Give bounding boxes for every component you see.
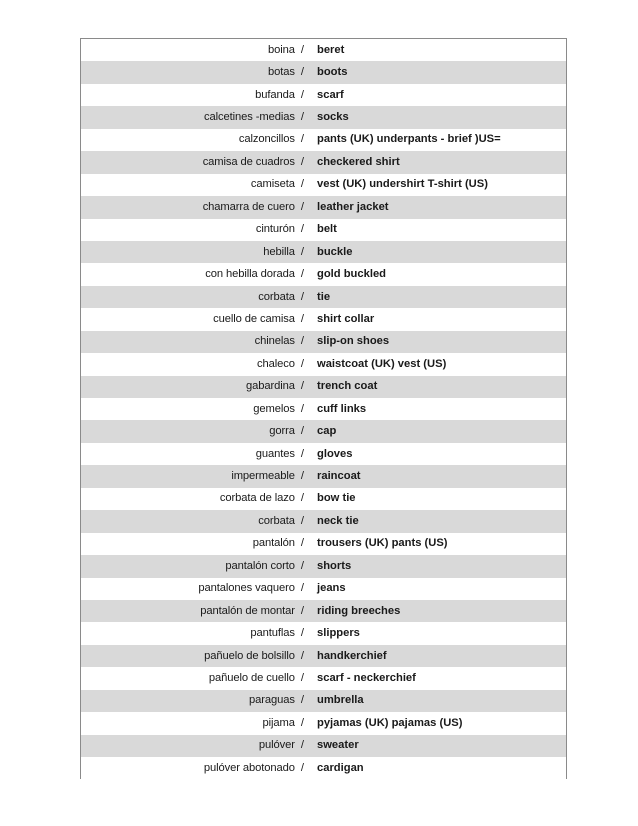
english-term: gloves <box>317 447 353 460</box>
english-cell <box>310 420 567 442</box>
english-term: vest (UK) undershirt T-shirt (US) <box>317 178 488 191</box>
spanish-term: pañuelo de bolsillo <box>204 649 295 662</box>
spanish-term: pañuelo de cuello <box>208 671 295 684</box>
spanish-term: pulóver <box>258 739 295 752</box>
spanish-term: pulóver abotonado <box>203 761 295 774</box>
term-separator: / <box>300 357 304 370</box>
vocab-row <box>81 174 567 196</box>
vocab-row <box>81 735 567 757</box>
english-term: cardigan <box>317 761 364 774</box>
english-cell <box>310 61 567 83</box>
vocab-row <box>81 39 567 62</box>
spanish-term: chaleco <box>257 357 295 370</box>
vocab-row <box>81 241 567 263</box>
english-cell <box>310 106 567 128</box>
spanish-cell <box>81 106 311 128</box>
english-cell <box>310 331 567 353</box>
english-cell <box>310 353 567 375</box>
english-cell <box>310 735 567 757</box>
term-separator: / <box>300 649 304 662</box>
term-separator: / <box>300 582 304 595</box>
english-cell <box>310 39 567 62</box>
spanish-term: paraguas <box>249 694 295 707</box>
spanish-term: guantes <box>255 447 295 460</box>
english-term: waistcoat (UK) vest (US) <box>317 357 447 370</box>
spanish-term: cuello de camisa <box>213 312 295 325</box>
term-separator: / <box>300 88 304 101</box>
vocab-row <box>81 219 567 241</box>
spanish-cell <box>81 690 311 712</box>
vocab-row <box>81 555 567 577</box>
term-separator: / <box>300 694 304 707</box>
spanish-term: hebilla <box>263 245 295 258</box>
spanish-cell <box>81 622 311 644</box>
vocab-row <box>81 757 567 779</box>
vocab-row <box>81 331 567 353</box>
english-cell <box>310 84 567 106</box>
term-separator: / <box>300 335 304 348</box>
english-term: pyjamas (UK) pajamas (US) <box>317 716 463 729</box>
english-term: cap <box>317 425 337 438</box>
english-cell <box>310 667 567 689</box>
vocab-row <box>81 712 567 734</box>
spanish-cell <box>81 196 311 218</box>
term-separator: / <box>300 604 304 617</box>
term-separator: / <box>300 627 304 640</box>
spanish-cell <box>81 510 311 532</box>
term-separator: / <box>300 223 304 236</box>
vocab-row <box>81 443 567 465</box>
vocab-row <box>81 465 567 487</box>
english-cell <box>310 263 567 285</box>
spanish-cell <box>81 353 311 375</box>
vocab-row <box>81 510 567 532</box>
spanish-cell <box>81 465 311 487</box>
vocab-row <box>81 129 567 151</box>
english-term: neck tie <box>317 514 359 527</box>
english-term: cuff links <box>317 402 367 415</box>
english-term: umbrella <box>317 694 364 707</box>
term-separator: / <box>300 671 304 684</box>
term-separator: / <box>300 425 304 438</box>
term-separator: / <box>300 470 304 483</box>
spanish-term: calzoncillos <box>238 133 295 146</box>
spanish-term: pantalón <box>252 537 295 550</box>
spanish-term: calcetines -medias <box>204 111 295 124</box>
vocab-row <box>81 667 567 689</box>
vocab-row <box>81 600 567 622</box>
english-term: riding breeches <box>317 604 401 617</box>
english-term: handkerchief <box>317 649 387 662</box>
spanish-cell <box>81 488 311 510</box>
english-term: slippers <box>317 627 360 640</box>
term-separator: / <box>300 761 304 774</box>
english-cell <box>310 308 567 330</box>
spanish-term: pantuflas <box>250 627 295 640</box>
spanish-cell <box>81 645 311 667</box>
spanish-term: corbata <box>258 514 295 527</box>
spanish-term: gemelos <box>253 402 295 415</box>
spanish-cell <box>81 286 311 308</box>
term-separator: / <box>300 111 304 124</box>
english-term: shirt collar <box>317 312 375 325</box>
spanish-cell <box>81 757 311 779</box>
term-separator: / <box>300 178 304 191</box>
english-term: beret <box>317 43 345 56</box>
term-separator: / <box>300 380 304 393</box>
spanish-cell <box>81 263 311 285</box>
spanish-term: botas <box>268 66 295 79</box>
english-cell <box>310 645 567 667</box>
term-separator: / <box>300 312 304 325</box>
vocab-row <box>81 263 567 285</box>
english-cell <box>310 376 567 398</box>
english-term: scarf <box>317 88 344 101</box>
term-separator: / <box>300 447 304 460</box>
vocabulary-table-body <box>81 39 567 780</box>
spanish-cell <box>81 308 311 330</box>
english-term: trousers (UK) pants (US) <box>317 537 448 550</box>
english-cell <box>310 510 567 532</box>
spanish-term: impermeable <box>231 470 295 483</box>
vocabulary-table <box>80 38 567 779</box>
spanish-cell <box>81 578 311 600</box>
vocab-row <box>81 376 567 398</box>
term-separator: / <box>300 133 304 146</box>
vocab-row <box>81 151 567 173</box>
english-cell <box>310 555 567 577</box>
vocab-row <box>81 106 567 128</box>
vocab-row <box>81 533 567 555</box>
spanish-cell <box>81 443 311 465</box>
english-cell <box>310 174 567 196</box>
english-cell <box>310 578 567 600</box>
spanish-cell <box>81 241 311 263</box>
vocab-row <box>81 420 567 442</box>
vocab-row <box>81 690 567 712</box>
spanish-term: gabardina <box>246 380 295 393</box>
spanish-cell <box>81 533 311 555</box>
english-cell <box>310 690 567 712</box>
term-separator: / <box>300 716 304 729</box>
english-term: boots <box>317 66 348 79</box>
vocab-row <box>81 645 567 667</box>
term-separator: / <box>300 245 304 258</box>
english-cell <box>310 129 567 151</box>
english-cell <box>310 443 567 465</box>
vocab-row <box>81 308 567 330</box>
english-cell <box>310 151 567 173</box>
english-cell <box>310 712 567 734</box>
spanish-term: pantalón de montar <box>200 604 295 617</box>
vocab-row <box>81 578 567 600</box>
spanish-term: pantalones vaquero <box>198 582 295 595</box>
english-term: pants (UK) underpants - brief )US= <box>317 133 501 146</box>
spanish-term: gorra <box>269 425 295 438</box>
spanish-term: con hebilla dorada <box>205 268 295 281</box>
spanish-cell <box>81 84 311 106</box>
english-cell <box>310 196 567 218</box>
spanish-cell <box>81 667 311 689</box>
spanish-term: camisa de cuadros <box>202 155 295 168</box>
spanish-term: corbata de lazo <box>219 492 295 505</box>
spanish-cell <box>81 151 311 173</box>
term-separator: / <box>300 268 304 281</box>
term-separator: / <box>300 66 304 79</box>
english-cell <box>310 219 567 241</box>
term-separator: / <box>300 402 304 415</box>
vocab-row <box>81 353 567 375</box>
english-term: bow tie <box>317 492 356 505</box>
english-term: belt <box>317 223 337 236</box>
spanish-term: pijama <box>262 716 295 729</box>
english-term: tie <box>317 290 331 303</box>
english-term: trench coat <box>317 380 378 393</box>
english-term: gold buckled <box>317 268 386 281</box>
spanish-cell <box>81 129 311 151</box>
spanish-term: cinturón <box>255 223 295 236</box>
english-cell <box>310 241 567 263</box>
spanish-term: corbata <box>258 290 295 303</box>
term-separator: / <box>300 200 304 213</box>
vocab-row <box>81 398 567 420</box>
english-term: leather jacket <box>317 200 389 213</box>
spanish-cell <box>81 555 311 577</box>
english-cell <box>310 465 567 487</box>
english-cell <box>310 398 567 420</box>
vocab-row <box>81 622 567 644</box>
spanish-term: camiseta <box>250 178 295 191</box>
english-term: scarf - neckerchief <box>317 671 416 684</box>
vocab-row <box>81 61 567 83</box>
spanish-term: bufanda <box>255 88 295 101</box>
term-separator: / <box>300 43 304 56</box>
spanish-cell <box>81 376 311 398</box>
english-term: shorts <box>317 559 352 572</box>
english-cell <box>310 533 567 555</box>
spanish-cell <box>81 174 311 196</box>
term-separator: / <box>300 739 304 752</box>
term-separator: / <box>300 492 304 505</box>
term-separator: / <box>300 514 304 527</box>
vocab-row <box>81 286 567 308</box>
term-separator: / <box>300 290 304 303</box>
term-separator: / <box>300 559 304 572</box>
spanish-cell <box>81 735 311 757</box>
english-cell <box>310 488 567 510</box>
english-term: raincoat <box>317 470 361 483</box>
english-term: checkered shirt <box>317 155 400 168</box>
spanish-term: chamarra de cuero <box>202 200 295 213</box>
english-term: sweater <box>317 739 359 752</box>
vocab-row <box>81 196 567 218</box>
term-separator: / <box>300 155 304 168</box>
english-term: socks <box>317 111 349 124</box>
term-separator: / <box>300 537 304 550</box>
english-cell <box>310 600 567 622</box>
vocab-row <box>81 84 567 106</box>
spanish-cell <box>81 420 311 442</box>
spanish-cell <box>81 712 311 734</box>
english-term: jeans <box>317 582 346 595</box>
english-term: buckle <box>317 245 353 258</box>
spanish-cell <box>81 398 311 420</box>
spanish-cell <box>81 39 311 62</box>
spanish-term: boina <box>268 43 295 56</box>
vocab-row <box>81 488 567 510</box>
spanish-term: pantalón corto <box>225 559 295 572</box>
spanish-cell <box>81 331 311 353</box>
english-term: slip-on shoes <box>317 335 390 348</box>
spanish-term: chinelas <box>254 335 295 348</box>
english-cell <box>310 622 567 644</box>
spanish-cell <box>81 61 311 83</box>
english-cell <box>310 757 567 779</box>
english-cell <box>310 286 567 308</box>
spanish-cell <box>81 600 311 622</box>
spanish-cell <box>81 219 311 241</box>
